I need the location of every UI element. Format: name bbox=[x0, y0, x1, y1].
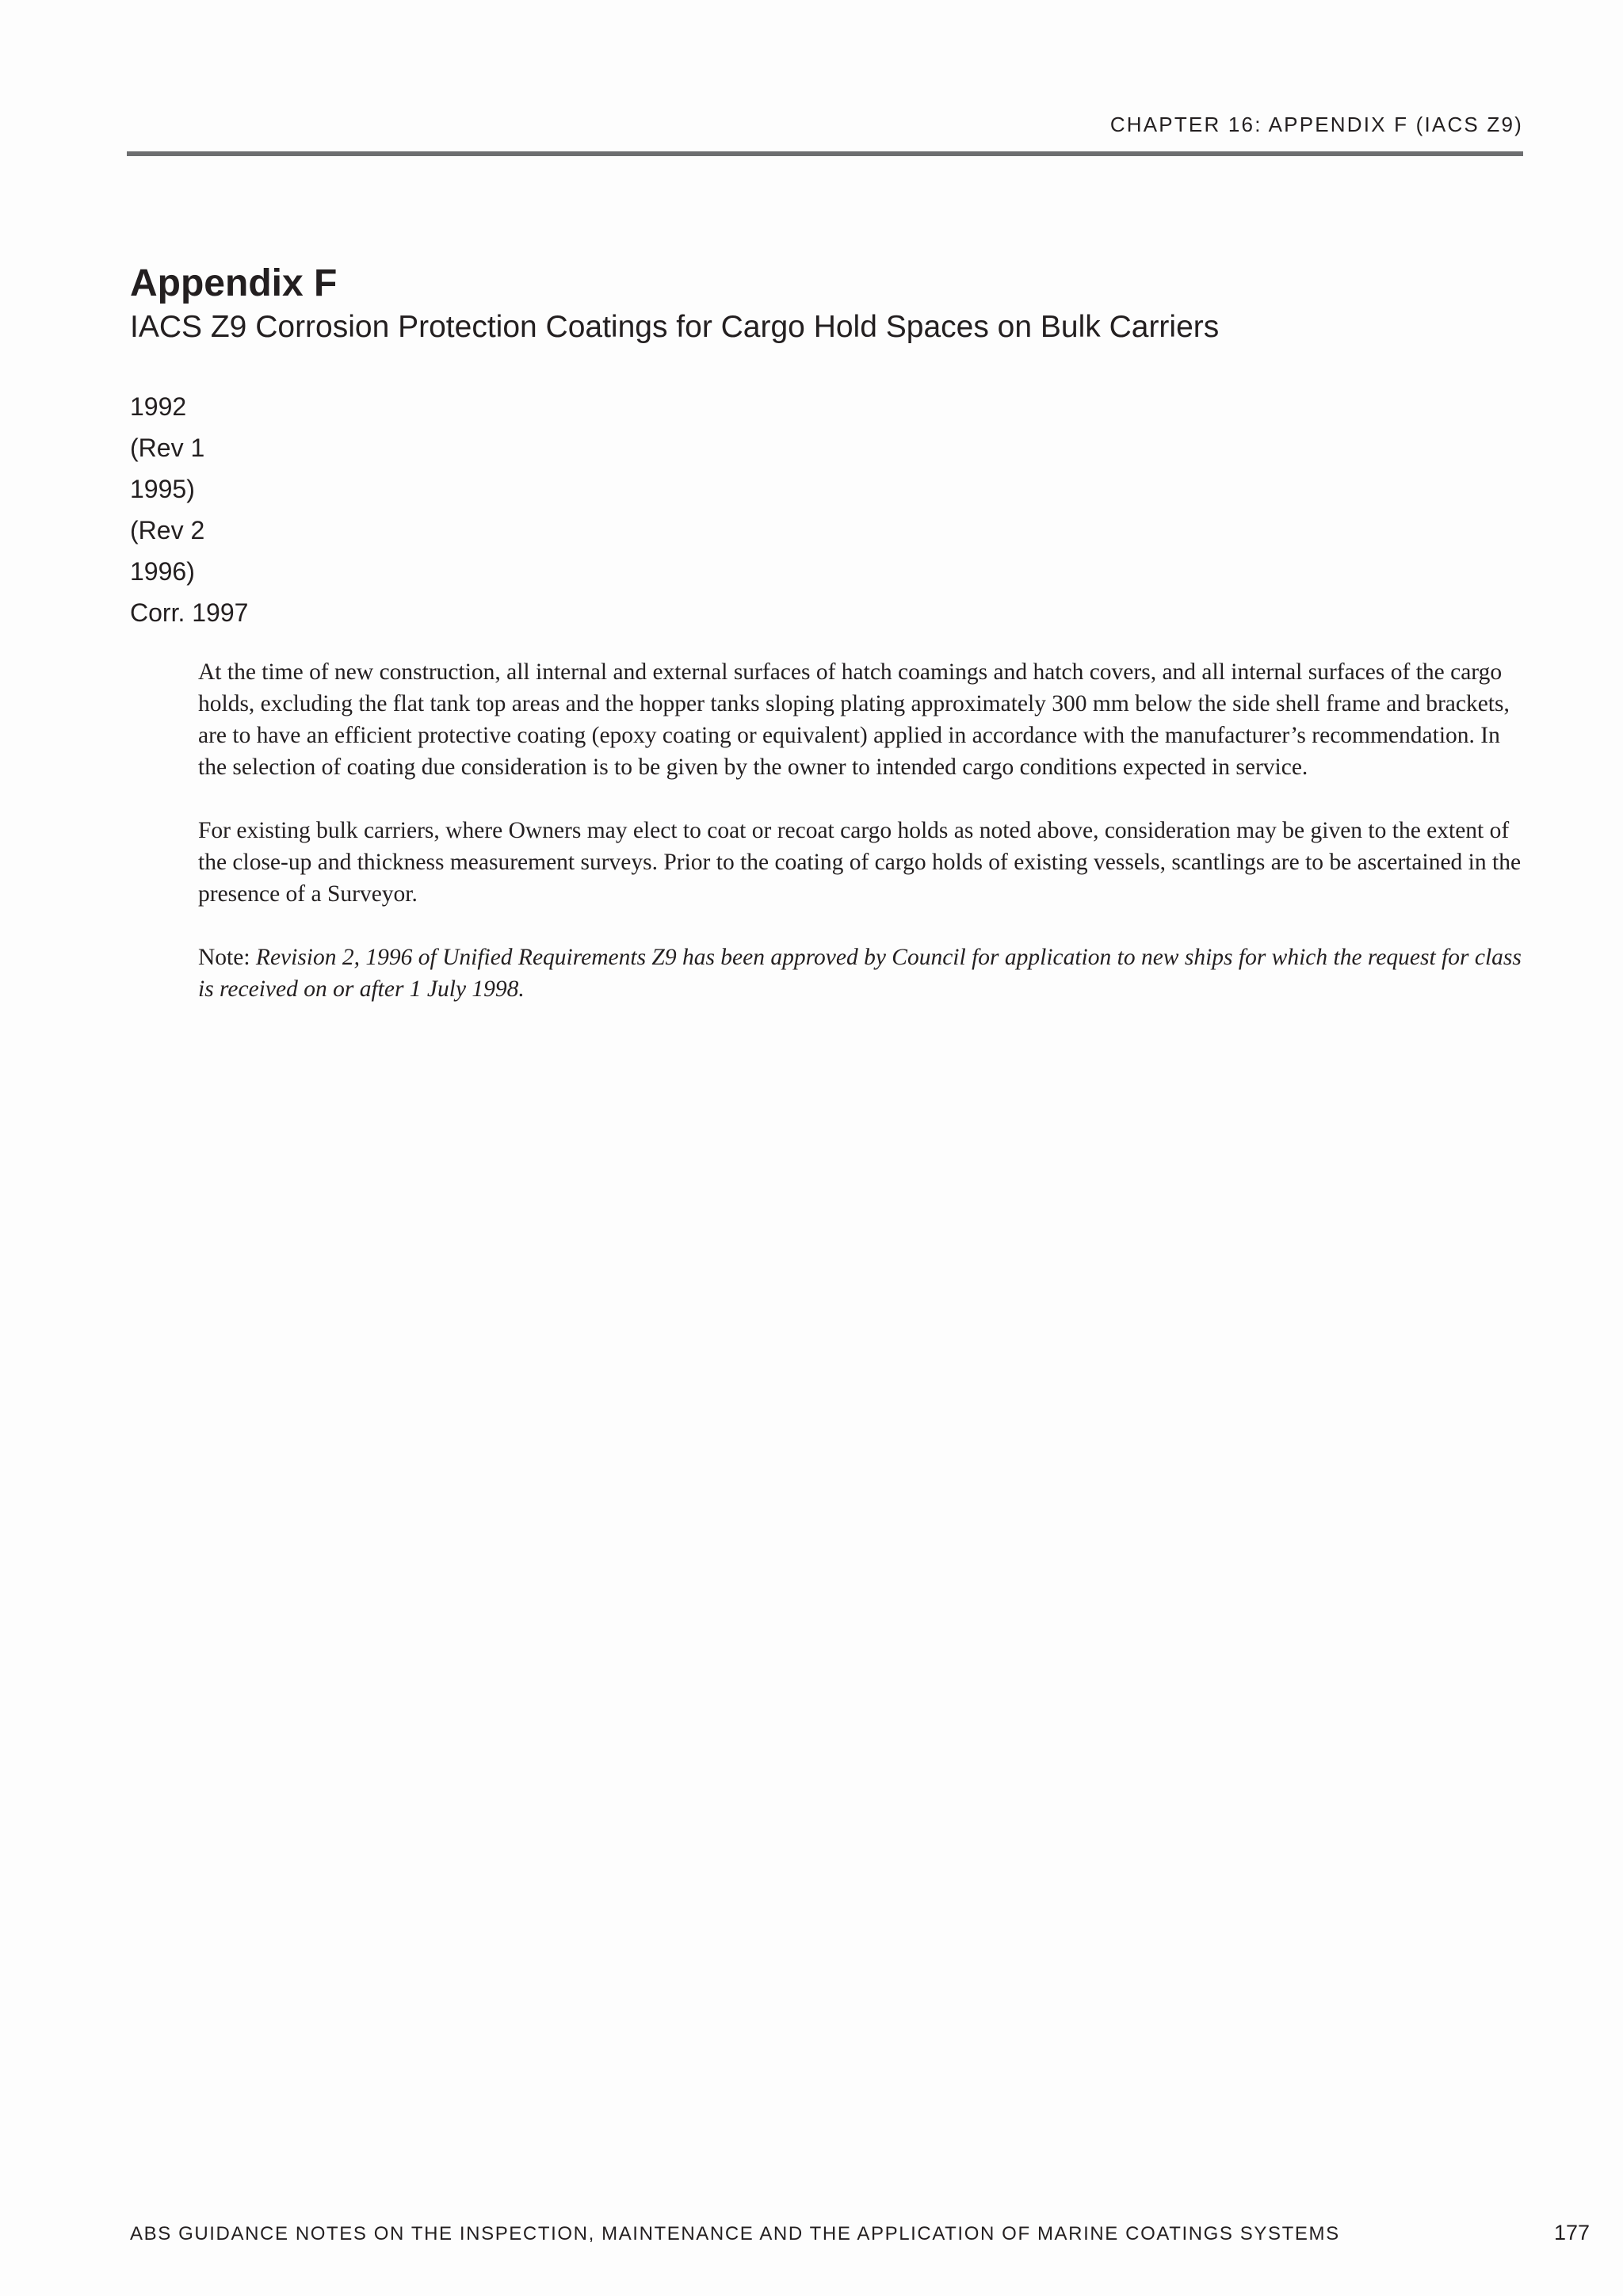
revision-item: (Rev 1 bbox=[130, 434, 205, 462]
page-title: Appendix F bbox=[130, 262, 338, 304]
revision-item: 1996) bbox=[130, 557, 195, 586]
page-number: 177 bbox=[1553, 2221, 1590, 2244]
running-foot: ABS GUIDANCE NOTES ON THE INSPECTION, MAINTENANCE AND THE APPLICATION OF MARINE COATINGS SYSTEMS bbox=[130, 2223, 1340, 2244]
revision-history bbox=[130, 386, 248, 633]
paragraph-new-construction: At the time of new construction, all internal and external surfaces of hatch coamings and hatch covers, and all internal surfaces of the cargo holds, excluding the flat tank top areas and the hopper tanks sloping plating approximately 300 mm below the side shell frame and brackets, are to have an efficient protective coating (epoxy coating or equivalent) applied in accordance with the manufacturer’s recommendation. In the selection of coating due consideration is to be given by the owner to intended cargo conditions expected in service. bbox=[198, 659, 1510, 780]
paragraph-existing-carriers: For existing bulk carriers, where Owners may elect to coat or recoat cargo holds as noted above, consideration may be given to the extent of the close-up and thickness measurement surveys. Prior to the coating of cargo holds of existing vessels, scantlings are to be ascertained in the presence of a Surveyor. bbox=[198, 818, 1522, 907]
revision-item: 1995) bbox=[130, 475, 195, 503]
note-label: Note: bbox=[198, 945, 250, 970]
page-subtitle: IACS Z9 Corrosion Protection Coatings for Cargo Hold Spaces on Bulk Carriers bbox=[130, 310, 1220, 344]
revision-item: 1992 bbox=[130, 392, 187, 421]
running-head: CHAPTER 16: APPENDIX F (IACS Z9) bbox=[1109, 113, 1523, 136]
header-rule bbox=[127, 151, 1523, 156]
note-text: Revision 2, 1996 of Unified Requirements Z9 has been approved by Council for application to new ships for which the request for class is received on or after 1 July 1998. bbox=[198, 945, 1522, 1002]
body-text bbox=[198, 656, 1526, 1037]
revision-item: Corr. 1997 bbox=[130, 598, 249, 627]
revision-item: (Rev 2 bbox=[130, 516, 205, 544]
note bbox=[198, 942, 1526, 1005]
